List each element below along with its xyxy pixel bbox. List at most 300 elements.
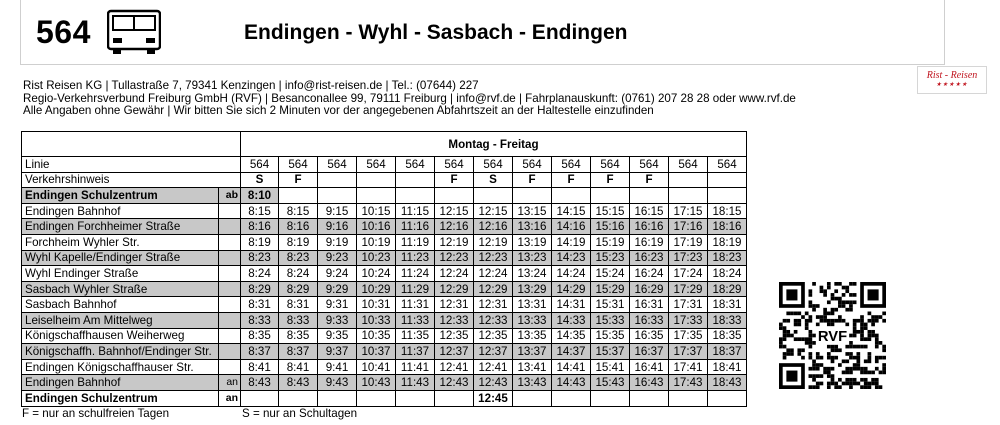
departure-time: 13:31: [513, 297, 552, 313]
departure-time: 13:33: [513, 312, 552, 328]
departure-time: 12:19: [435, 234, 474, 250]
info-line: Rist Reisen KG | Tullastraße 7, 79341 Kenzingen | info@rist-reisen.de | Tel.: (07644) 227: [23, 79, 479, 92]
qr-module: [797, 337, 801, 341]
departure-time: 11:29: [396, 281, 435, 297]
departure-time: 9:37: [318, 344, 357, 360]
line-number-cell: 564: [435, 157, 474, 173]
qr-module: [783, 319, 787, 323]
qr-module: [882, 319, 886, 323]
departure-time: 16:33: [630, 312, 669, 328]
qr-module: [856, 359, 860, 363]
qr-module: [831, 382, 835, 386]
departure-time: 10:43: [357, 375, 396, 391]
departure-time: 14:15: [552, 203, 591, 219]
hint-cell: F: [630, 172, 669, 188]
departure-time: 16:29: [630, 281, 669, 297]
departure-time: 8:19: [241, 234, 279, 250]
table-row: [22, 250, 747, 266]
departure-time: 16:16: [630, 219, 669, 235]
qr-module: [801, 348, 805, 352]
qr-module: [860, 385, 864, 389]
stop-mark: [219, 266, 241, 282]
qr-module: [856, 352, 860, 356]
qr-module: [853, 300, 857, 304]
qr-module: [845, 371, 849, 375]
qr-module: [849, 382, 853, 386]
departure-time: 9:15: [318, 203, 357, 219]
departure-time: 17:37: [669, 344, 708, 360]
qr-module: [860, 371, 864, 375]
departure-time: [708, 390, 747, 406]
qr-module: [856, 330, 860, 334]
departure-time: 8:29: [279, 281, 318, 297]
qr-module: [860, 337, 864, 341]
qr-module: [783, 337, 787, 341]
departure-time: 17:29: [669, 281, 708, 297]
qr-finder: [786, 371, 797, 382]
qr-module: [812, 363, 816, 367]
qr-module: [868, 334, 872, 338]
qr-module: [783, 345, 787, 349]
qr-module: [871, 371, 875, 375]
departure-time: 15:29: [591, 281, 630, 297]
qr-module: [794, 330, 798, 334]
departure-time: 13:37: [513, 344, 552, 360]
stop-name: Endingen Schulzentrum: [22, 188, 219, 204]
qr-module: [812, 341, 816, 345]
qr-module: [849, 308, 853, 312]
qr-module: [790, 348, 794, 352]
departure-time: 12:29: [474, 281, 513, 297]
qr-module: [853, 367, 857, 371]
departure-time: 11:19: [396, 234, 435, 250]
timetable: [21, 131, 747, 407]
qr-module: [834, 382, 838, 386]
qr-module: [794, 312, 798, 316]
qr-module: [809, 341, 813, 345]
hint-cell: [669, 172, 708, 188]
qr-module: [871, 315, 875, 319]
stop-name: Endingen Forchheimer Straße: [22, 219, 219, 235]
qr-module: [860, 345, 864, 349]
qr-module: [834, 348, 838, 352]
qr-module: [790, 334, 794, 338]
hint-label: Verkehrshinweis: [22, 172, 241, 188]
qr-module: [812, 308, 816, 312]
departure-time: 14:37: [552, 344, 591, 360]
qr-module: [860, 378, 864, 382]
qr-module: [834, 308, 838, 312]
hint-cell: F: [435, 172, 474, 188]
qr-module: [809, 330, 813, 334]
table-row: [22, 328, 747, 344]
stop-mark: an: [219, 390, 241, 406]
qr-module: [842, 293, 846, 297]
table-row: [22, 234, 747, 250]
departure-time: 11:16: [396, 219, 435, 235]
departure-time: 16:31: [630, 297, 669, 313]
qr-module: [875, 334, 879, 338]
qr-module: [845, 323, 849, 327]
departure-time: 12:16: [435, 219, 474, 235]
line-row: [22, 157, 747, 173]
departure-time: [396, 390, 435, 406]
departure-time: 10:41: [357, 359, 396, 375]
qr-module: [831, 359, 835, 363]
qr-module: [868, 352, 872, 356]
departure-time: 10:35: [357, 328, 396, 344]
qr-module: [875, 359, 879, 363]
departure-time: 17:41: [669, 359, 708, 375]
qr-module: [860, 330, 864, 334]
departure-time: 8:33: [279, 312, 318, 328]
qr-module: [823, 371, 827, 375]
qr-module: [797, 352, 801, 356]
qr-module: [816, 385, 820, 389]
day-header-row: [22, 132, 747, 157]
departure-time: 8:16: [241, 219, 279, 235]
departure-time: 18:43: [708, 375, 747, 391]
departure-time: 12:45: [474, 390, 513, 406]
qr-module: [871, 382, 875, 386]
stop-mark: [219, 297, 241, 313]
qr-module: [823, 319, 827, 323]
departure-time: 12:23: [474, 250, 513, 266]
qr-module: [838, 319, 842, 323]
line-number: 564: [36, 14, 91, 50]
hint-row: [22, 172, 747, 188]
bus-icon: [107, 9, 161, 55]
qr-module: [809, 304, 813, 308]
table-row: [22, 390, 747, 406]
departure-time: 8:35: [241, 328, 279, 344]
qr-module: [875, 337, 879, 341]
departure-time: 11:23: [396, 250, 435, 266]
hint-cell: S: [474, 172, 513, 188]
stop-mark: [219, 219, 241, 235]
qr-module: [786, 334, 790, 338]
departure-time: [669, 390, 708, 406]
qr-module: [875, 341, 879, 345]
qr-module: [797, 348, 801, 352]
departure-time: 10:37: [357, 344, 396, 360]
qr-module: [827, 374, 831, 378]
departure-time: 11:15: [396, 203, 435, 219]
stop-mark: an: [219, 375, 241, 391]
qr-module: [820, 356, 824, 360]
qr-module: [864, 378, 868, 382]
qr-module: [856, 356, 860, 360]
departure-time: 17:31: [669, 297, 708, 313]
info-line: Alle Angaben ohne Gewähr | Wir bitten Sie sich 2 Minuten vor der angegebenen Abfahrtszeit an der Haltestelle einzufinden: [23, 104, 654, 117]
qr-module: [779, 341, 783, 345]
table-row: [22, 359, 747, 375]
qr-module: [783, 326, 787, 330]
qr-module: [868, 330, 872, 334]
qr-module: [864, 371, 868, 375]
hint-cell: F: [552, 172, 591, 188]
departure-time: 15:24: [591, 266, 630, 282]
departure-time: 13:43: [513, 375, 552, 391]
qr-module: [838, 385, 842, 389]
qr-module: [842, 359, 846, 363]
qr-module: [831, 323, 835, 327]
departure-time: 18:41: [708, 359, 747, 375]
qr-module: [816, 374, 820, 378]
departure-time: 14:29: [552, 281, 591, 297]
qr-module: [838, 315, 842, 319]
logo-stars-icon: ★★★★★: [936, 82, 968, 88]
qr-module: [856, 345, 860, 349]
hint-cell: [318, 172, 357, 188]
qr-module: [845, 382, 849, 386]
departure-time: 13:19: [513, 234, 552, 250]
departure-time: 12:41: [474, 359, 513, 375]
departure-time: 14:16: [552, 219, 591, 235]
qr-module: [801, 356, 805, 360]
qr-module: [882, 348, 886, 352]
qr-module: [820, 374, 824, 378]
departure-time: 9:19: [318, 234, 357, 250]
qr-module: [816, 367, 820, 371]
qr-module: [786, 330, 790, 334]
qr-module: [827, 382, 831, 386]
qr-module: [801, 337, 805, 341]
qr-module: [868, 385, 872, 389]
qr-module: [827, 371, 831, 375]
qr-module: [845, 359, 849, 363]
qr-module: [779, 326, 783, 330]
qr-module: [842, 300, 846, 304]
qr-module: [790, 312, 794, 316]
qr-module: [809, 345, 813, 349]
qr-module: [864, 323, 868, 327]
departure-time: [435, 390, 474, 406]
departure-time: [279, 188, 318, 204]
qr-center-text: RVF: [817, 329, 848, 346]
line-number-cell: 564: [669, 157, 708, 173]
line-number-cell: 564: [474, 157, 513, 173]
departure-time: 8:15: [279, 203, 318, 219]
qr-module: [864, 337, 868, 341]
departure-time: 8:31: [241, 297, 279, 313]
qr-module: [849, 341, 853, 345]
qr-module: [779, 345, 783, 349]
qr-module: [783, 334, 787, 338]
departure-time: 12:31: [474, 297, 513, 313]
qr-module: [809, 374, 813, 378]
departure-time: 13:15: [513, 203, 552, 219]
linie-label: Linie: [22, 157, 241, 173]
qr-module: [845, 352, 849, 356]
departure-time: 8:10: [241, 188, 279, 204]
qr-module: [794, 323, 798, 327]
departure-time: 15:15: [591, 203, 630, 219]
qr-module: [860, 319, 864, 323]
line-number-cell: 564: [357, 157, 396, 173]
departure-time: 9:29: [318, 281, 357, 297]
qr-module: [834, 289, 838, 293]
qr-module: [812, 378, 816, 382]
qr-module: [856, 382, 860, 386]
qr-module: [783, 356, 787, 360]
departure-time: 9:35: [318, 328, 357, 344]
qr-module: [809, 300, 813, 304]
departure-time: 14:33: [552, 312, 591, 328]
stop-name: Leiselheim Am Mittelweg: [22, 312, 219, 328]
departure-time: 17:23: [669, 250, 708, 266]
qr-module: [827, 345, 831, 349]
qr-module: [838, 378, 842, 382]
qr-module: [842, 286, 846, 290]
departure-time: [474, 188, 513, 204]
operator-info: [23, 80, 796, 118]
hint-cell: F: [591, 172, 630, 188]
qr-module: [871, 323, 875, 327]
departure-time: [241, 390, 279, 406]
qr-module: [831, 319, 835, 323]
qr-module: [864, 345, 868, 349]
qr-module: [845, 300, 849, 304]
hint-cell: S: [241, 172, 279, 188]
departure-time: [552, 188, 591, 204]
qr-module: [875, 319, 879, 323]
qr-module: [882, 312, 886, 316]
departure-time: 8:41: [279, 359, 318, 375]
qr-module: [849, 304, 853, 308]
qr-module: [820, 289, 824, 293]
departure-time: 18:16: [708, 219, 747, 235]
departure-time: 13:29: [513, 281, 552, 297]
departure-time: 8:41: [241, 359, 279, 375]
stop-name: Wyhl Kapelle/Endinger Straße: [22, 250, 219, 266]
qr-module: [860, 367, 864, 371]
qr-module: [786, 319, 790, 323]
departure-time: 9:23: [318, 250, 357, 266]
departure-time: 17:19: [669, 234, 708, 250]
departure-time: 12:33: [474, 312, 513, 328]
departure-time: 8:31: [279, 297, 318, 313]
qr-module: [786, 352, 790, 356]
qr-module: [845, 378, 849, 382]
qr-module: [834, 297, 838, 301]
qr-module: [882, 356, 886, 360]
qr-module: [842, 319, 846, 323]
stop-name: Endingen Schulzentrum: [22, 390, 219, 406]
line-number-cell: 564: [552, 157, 591, 173]
qr-module: [849, 356, 853, 360]
qr-module: [809, 356, 813, 360]
departure-time: 10:23: [357, 250, 396, 266]
departure-time: 12:24: [435, 266, 474, 282]
stop-name: Forchheim Wyhler Str.: [22, 234, 219, 250]
qr-module: [827, 323, 831, 327]
stop-name: Wyhl Endinger Straße: [22, 266, 219, 282]
departure-time: 18:19: [708, 234, 747, 250]
qr-module: [879, 341, 883, 345]
qr-module: [849, 378, 853, 382]
line-number-cell: 564: [279, 157, 318, 173]
qr-module: [849, 293, 853, 297]
departure-time: 15:31: [591, 297, 630, 313]
qr-module: [864, 385, 868, 389]
departure-time: 12:19: [474, 234, 513, 250]
qr-module: [838, 363, 842, 367]
stop-mark: [219, 234, 241, 250]
line-number-cell: 564: [708, 157, 747, 173]
qr-module: [871, 378, 875, 382]
departure-time: 15:37: [591, 344, 630, 360]
departure-time: 18:15: [708, 203, 747, 219]
qr-module: [856, 367, 860, 371]
departure-time: 8:19: [279, 234, 318, 250]
table-row: [22, 219, 747, 235]
line-number-cell: 564: [396, 157, 435, 173]
qr-module: [868, 312, 872, 316]
stop-name: Endingen Bahnhof: [22, 203, 219, 219]
departure-time: 14:43: [552, 375, 591, 391]
line-number-cell: 564: [630, 157, 669, 173]
qr-module: [864, 382, 868, 386]
departure-time: 11:24: [396, 266, 435, 282]
qr-module: [809, 319, 813, 323]
departure-time: 17:35: [669, 328, 708, 344]
line-number-cell: 564: [318, 157, 357, 173]
qr-module: [816, 304, 820, 308]
qr-module: [868, 337, 872, 341]
qr-module: [875, 385, 879, 389]
departure-time: 9:16: [318, 219, 357, 235]
qr-module: [845, 289, 849, 293]
departure-time: 8:15: [241, 203, 279, 219]
day-header: Montag - Freitag: [241, 132, 747, 157]
departure-time: 15:19: [591, 234, 630, 250]
departure-time: 13:24: [513, 266, 552, 282]
qr-finder: [786, 289, 797, 300]
qr-module: [853, 382, 857, 386]
qr-module: [834, 345, 838, 349]
departure-time: 13:41: [513, 359, 552, 375]
qr-module: [816, 382, 820, 386]
departure-time: 16:43: [630, 375, 669, 391]
qr-module: [864, 367, 868, 371]
departure-time: 8:43: [241, 375, 279, 391]
departure-time: 9:41: [318, 359, 357, 375]
qr-module: [853, 326, 857, 330]
qr-module: [823, 315, 827, 319]
route-title: Endingen - Wyhl - Sasbach - Endingen: [244, 21, 628, 44]
departure-time: [669, 188, 708, 204]
qr-module: [882, 363, 886, 367]
qr-module: [838, 282, 842, 286]
departure-time: [357, 188, 396, 204]
qr-module: [827, 312, 831, 316]
qr-module: [827, 319, 831, 323]
departure-time: [435, 188, 474, 204]
departure-time: 18:37: [708, 344, 747, 360]
stop-name: Endingen Königschaffhauser Str.: [22, 359, 219, 375]
qr-module: [831, 297, 835, 301]
qr-module: [853, 282, 857, 286]
qr-module: [856, 363, 860, 367]
departure-time: 11:41: [396, 359, 435, 375]
departure-time: 12:33: [435, 312, 474, 328]
qr-module: [875, 378, 879, 382]
qr-module: [882, 367, 886, 371]
qr-module: [853, 330, 857, 334]
qr-module: [786, 312, 790, 316]
departure-time: 8:16: [279, 219, 318, 235]
